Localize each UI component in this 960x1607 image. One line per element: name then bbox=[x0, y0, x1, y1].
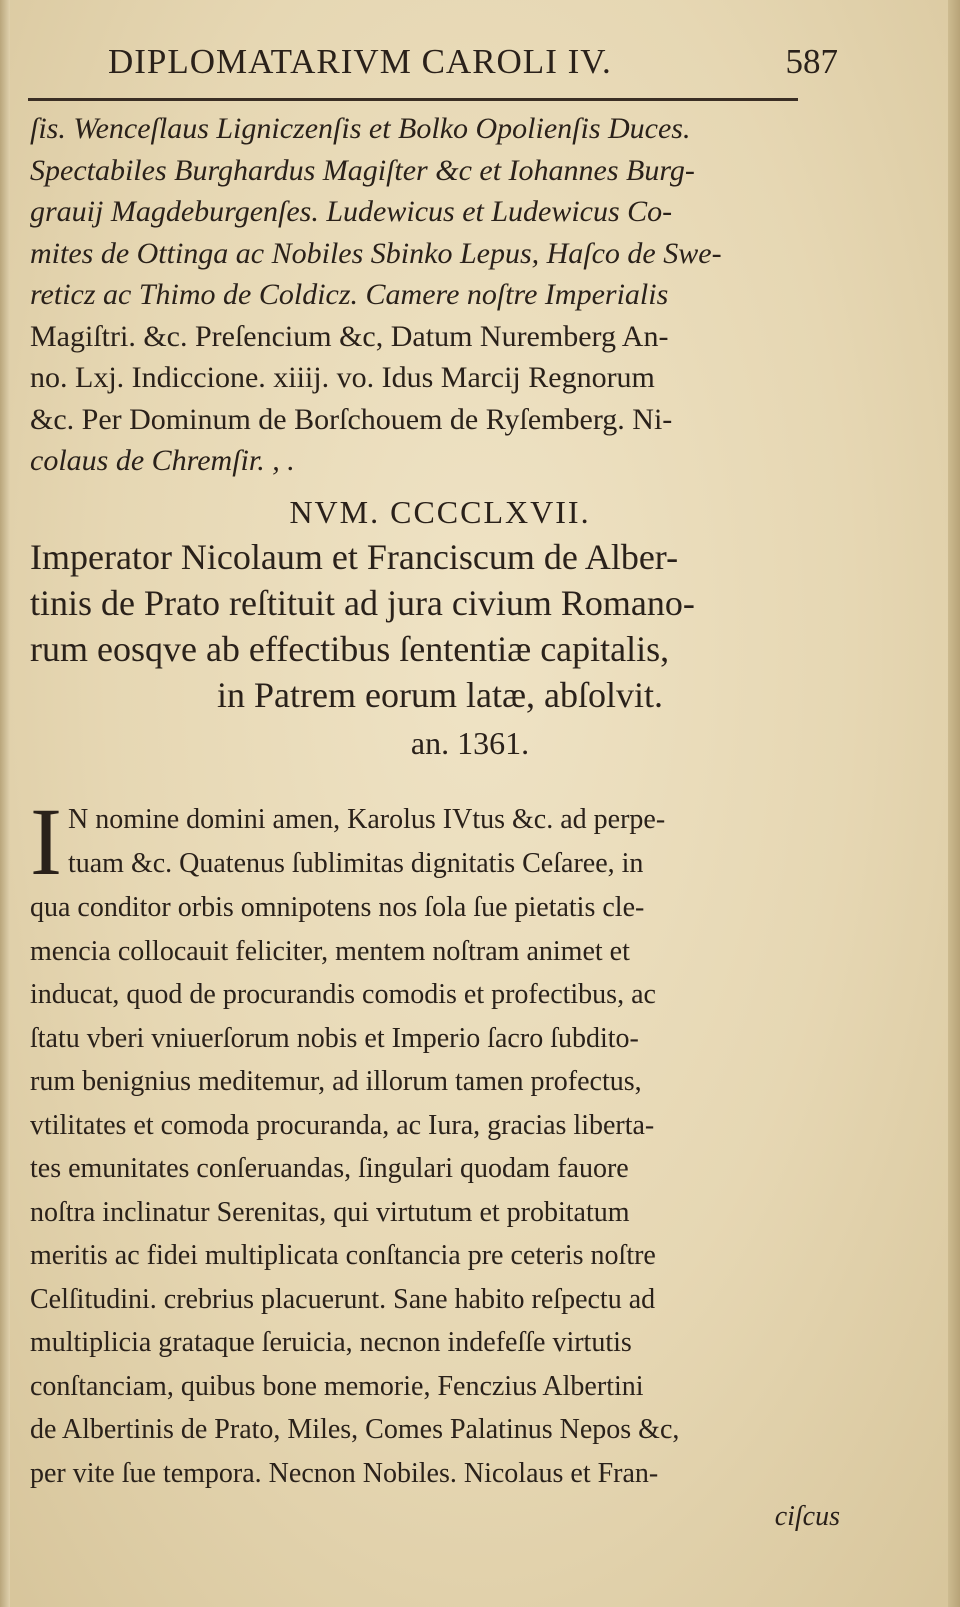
section-year: an. 1361. bbox=[410, 724, 530, 761]
text-line: &c. Per Dominum de Borſchouem de Ryſemberg. Ni- bbox=[30, 402, 673, 436]
body-line: vtilitates et comoda procuranda, ac Iura, gracias liberta- bbox=[30, 1109, 655, 1141]
text-line: Spectabiles Burghardus Magiſter &c et Iohannes Burg- bbox=[30, 153, 695, 187]
heading-line: in Patrem eorum latæ, abſolvit. bbox=[217, 674, 663, 715]
body-line: conſtanciam, quibus bone memorie, Fenczius Albertini bbox=[30, 1370, 644, 1402]
continuation-text bbox=[30, 108, 850, 768]
header-rule bbox=[28, 98, 798, 101]
body-line: inducat, quod de procurandis comodis et profectibus, ac bbox=[30, 979, 656, 1010]
heading-line: Imperator Nicolaum et Franciscum de Alber- bbox=[30, 536, 679, 577]
text-line: no. Lxj. Indiccione. xiiij. vo. Idus Marcij Regnorum bbox=[30, 361, 655, 394]
body-line: ſtatu vberi vniuerſorum nobis et Imperio ſacro ſubdito- bbox=[30, 1022, 639, 1054]
body-line: noſtra inclinatur Serenitas, qui virtutum et probitatum bbox=[30, 1196, 630, 1228]
body-line: per vite ſue tempora. Necnon Nobiles. Nicolaus et Fran- bbox=[30, 1457, 659, 1489]
catchword: ciſcus bbox=[774, 1501, 840, 1532]
text-line: reticz ac Thimo de Coldicz. Camere noſtre Imperialis bbox=[30, 278, 669, 311]
body-line: N nomine domini amen, Karolus IVtus &c. ad perpe- bbox=[67, 804, 666, 835]
body-line: mencia collocauit feliciter, mentem noſtram animet et bbox=[30, 935, 630, 967]
body-line: rum benignius meditemur, ad illorum tamen profectus, bbox=[30, 1066, 642, 1097]
text-line: Magiſtri. &c. Preſencium &c, Datum Nuremberg An- bbox=[30, 319, 669, 353]
body-line: de Albertinis de Prato, Miles, Comes Palatinus Nepos &c, bbox=[30, 1414, 680, 1445]
page-header bbox=[108, 42, 838, 98]
text-line: mites de Ottinga ac Nobiles Sbinko Lepus, Haſco de Swe- bbox=[30, 236, 722, 270]
heading-line: tinis de Prato reſtituit ad jura civium Romano- bbox=[30, 582, 695, 623]
page-number: 587 bbox=[785, 42, 838, 81]
page-edge bbox=[948, 0, 960, 1607]
section-heading bbox=[30, 534, 850, 718]
text-line: grauij Magdeburgenſes. Ludewicus et Ludewicus Co- bbox=[30, 195, 673, 228]
section-number: NVM. CCCCLXVII. bbox=[289, 493, 591, 530]
body-line: tes emunitates conſeruandas, ſingulari quodam fauore bbox=[30, 1153, 629, 1184]
body-line: qua conditor orbis omnipotens nos ſola ſue pietatis cle- bbox=[30, 892, 645, 923]
page-gutter bbox=[0, 0, 10, 1607]
heading-line: rum eosqve ab effectibus ſententiæ capitalis, bbox=[30, 628, 670, 669]
text-line: ſis. Wenceſlaus Ligniczenſis et Bolko Opolienſis Duces. bbox=[30, 112, 691, 145]
body-line: tuam &c. Quatenus ſublimitas dignitatis Ceſaree, in bbox=[67, 847, 644, 879]
body-line: Celſitudini. crebrius placuerunt. Sane habito reſpectu ad bbox=[30, 1283, 656, 1315]
text-line: colaus de Chremſir. , . bbox=[30, 444, 295, 477]
charter-body bbox=[30, 788, 860, 1539]
running-title: DIPLOMATARIVM CAROLI IV. bbox=[108, 42, 612, 81]
body-line: multiplicia grataque ſeruicia, necnon indefeſſe virtutis bbox=[30, 1327, 632, 1358]
body-line: meritis ac fidei multiplicata conſtancia pre ceteris noſtre bbox=[30, 1240, 656, 1271]
drop-cap: I bbox=[30, 788, 62, 895]
